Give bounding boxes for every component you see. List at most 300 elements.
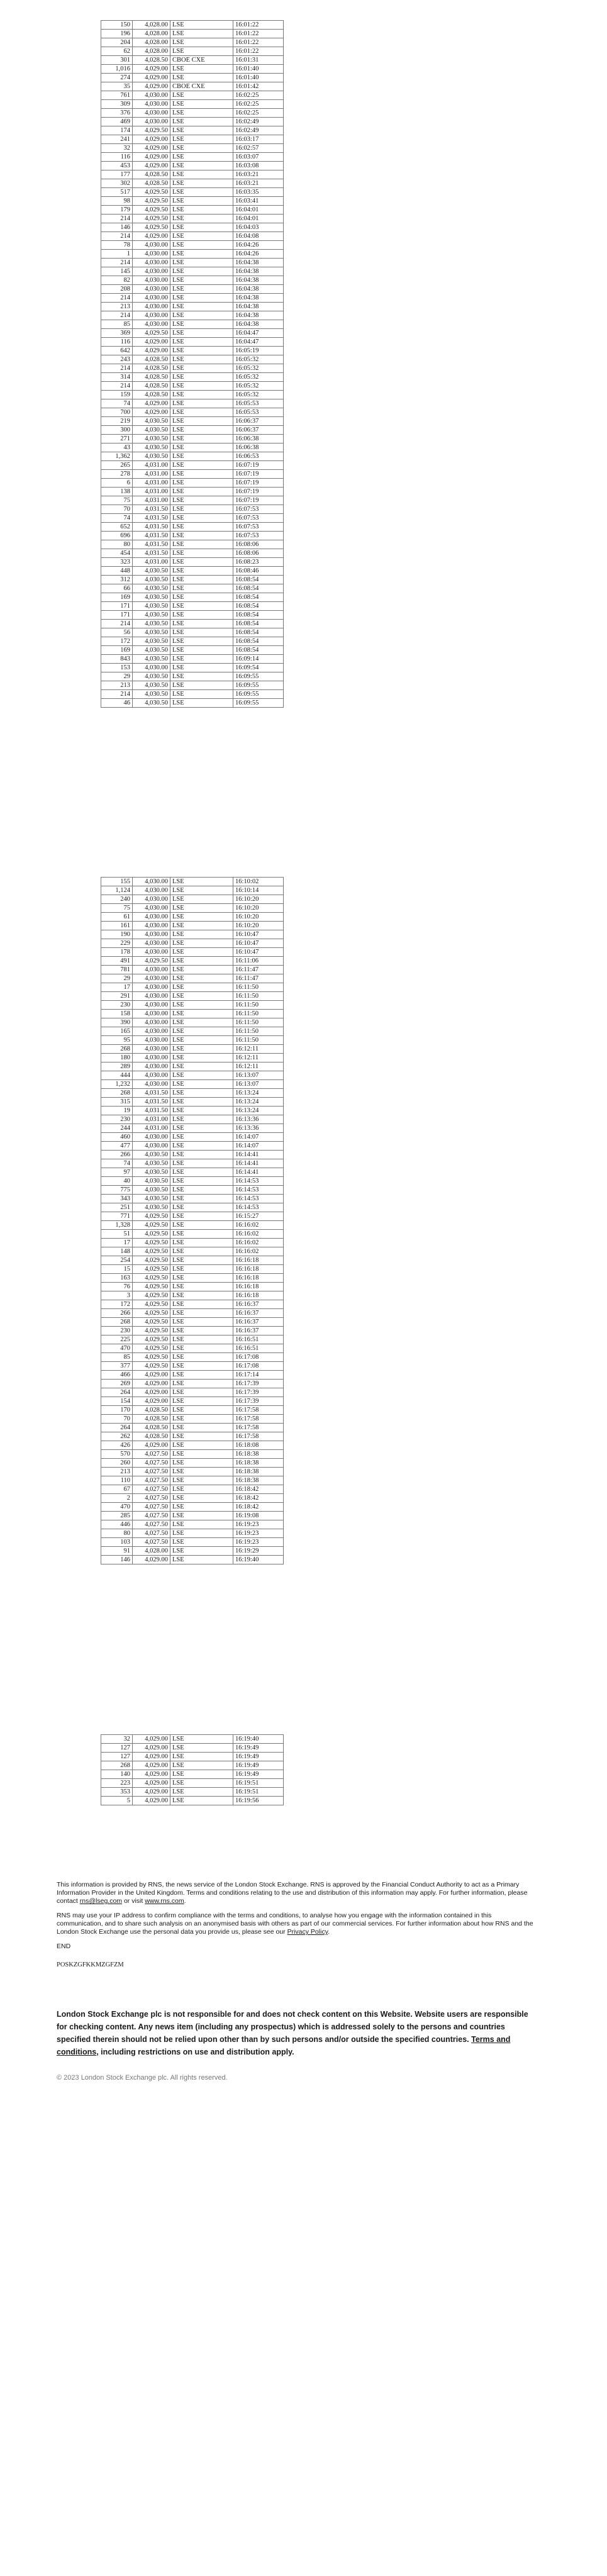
trade-row	[101, 1247, 284, 1256]
trade-price: 4,030.00	[133, 303, 170, 311]
trade-time: 16:12:11	[233, 1054, 284, 1062]
trade-time: 16:05:32	[233, 364, 284, 373]
trade-price: 4,028.00	[133, 30, 170, 38]
trade-row	[101, 1476, 284, 1485]
trade-venue: LSE	[170, 285, 233, 294]
trade-price: 4,030.50	[133, 426, 170, 435]
trade-volume: 251	[101, 1203, 133, 1212]
trade-row	[101, 1788, 284, 1797]
trade-venue: LSE	[170, 593, 233, 602]
trade-time: 16:11:50	[233, 992, 284, 1001]
trade-volume: 214	[101, 294, 133, 303]
trade-price: 4,030.00	[133, 1001, 170, 1010]
trade-volume: 171	[101, 602, 133, 611]
trade-venue: LSE	[170, 1212, 233, 1221]
trade-volume: 6	[101, 479, 133, 488]
trade-row	[101, 1212, 284, 1221]
trade-volume: 291	[101, 992, 133, 1001]
privacy-policy-link[interactable]: Privacy Policy	[287, 1928, 328, 1936]
trade-time: 16:04:26	[233, 241, 284, 250]
trade-venue: LSE	[170, 523, 233, 532]
trade-row	[101, 540, 284, 549]
trade-row	[101, 1335, 284, 1344]
trade-price: 4,030.50	[133, 1177, 170, 1186]
trade-volume: 323	[101, 558, 133, 567]
trade-row	[101, 1151, 284, 1159]
trade-time: 16:03:41	[233, 197, 284, 206]
trade-volume: 67	[101, 1485, 133, 1494]
trade-price: 4,030.00	[133, 1018, 170, 1027]
trade-venue: LSE	[170, 267, 233, 276]
trade-price: 4,027.50	[133, 1529, 170, 1538]
trade-time: 16:19:29	[233, 1547, 284, 1556]
trade-time: 16:16:37	[233, 1309, 284, 1318]
trade-time: 16:06:38	[233, 435, 284, 443]
trade-venue: LSE	[170, 699, 233, 708]
trade-price: 4,030.50	[133, 443, 170, 452]
trade-price: 4,030.00	[133, 974, 170, 983]
trade-row	[101, 1753, 284, 1761]
trade-venue: LSE	[170, 672, 233, 681]
trade-row	[101, 1520, 284, 1529]
trade-row	[101, 118, 284, 126]
trade-row	[101, 1770, 284, 1779]
trade-time: 16:10:14	[233, 886, 284, 895]
trade-volume: 1,362	[101, 452, 133, 461]
trade-price: 4,028.00	[133, 47, 170, 56]
trade-volume: 169	[101, 646, 133, 655]
trade-time: 16:04:01	[233, 215, 284, 223]
trade-time: 16:05:32	[233, 355, 284, 364]
trade-volume: 214	[101, 311, 133, 320]
trade-time: 16:03:21	[233, 170, 284, 179]
trade-row	[101, 1300, 284, 1309]
trade-time: 16:14:41	[233, 1151, 284, 1159]
trade-time: 16:09:54	[233, 664, 284, 672]
trade-time: 16:02:25	[233, 100, 284, 109]
trade-row	[101, 637, 284, 646]
trade-time: 16:04:47	[233, 329, 284, 338]
trade-row	[101, 496, 284, 505]
trade-row	[101, 655, 284, 664]
trade-volume: 453	[101, 162, 133, 170]
trade-volume: 85	[101, 320, 133, 329]
trade-time: 16:01:40	[233, 74, 284, 82]
trade-venue: LSE	[170, 1503, 233, 1512]
trade-price: 4,028.50	[133, 364, 170, 373]
trade-row	[101, 1362, 284, 1371]
trade-volume: 29	[101, 672, 133, 681]
trade-price: 4,030.50	[133, 593, 170, 602]
trade-price: 4,030.50	[133, 417, 170, 426]
trade-price: 4,030.50	[133, 1195, 170, 1203]
trade-venue: CBOE CXE	[170, 56, 233, 65]
trade-venue: LSE	[170, 479, 233, 488]
trade-price: 4,029.50	[133, 1344, 170, 1353]
trade-volume: 448	[101, 567, 133, 576]
trade-venue: CBOE CXE	[170, 82, 233, 91]
trade-venue: LSE	[170, 399, 233, 408]
trade-venue: LSE	[170, 948, 233, 957]
trade-time: 16:13:24	[233, 1098, 284, 1107]
trade-time: 16:11:50	[233, 1010, 284, 1018]
trade-time: 16:09:55	[233, 681, 284, 690]
trade-time: 16:18:38	[233, 1459, 284, 1468]
trade-time: 16:11:06	[233, 957, 284, 966]
trade-volume: 289	[101, 1062, 133, 1071]
trade-row	[101, 232, 284, 241]
trade-venue: LSE	[170, 188, 233, 197]
trade-row	[101, 1485, 284, 1494]
trade-venue: LSE	[170, 983, 233, 992]
trade-volume: 29	[101, 974, 133, 983]
trade-venue: LSE	[170, 1441, 233, 1450]
trade-volume: 56	[101, 628, 133, 637]
trade-time: 16:01:22	[233, 30, 284, 38]
trade-volume: 82	[101, 276, 133, 285]
trade-price: 4,031.50	[133, 532, 170, 540]
trade-row	[101, 1054, 284, 1062]
trade-venue: LSE	[170, 1045, 233, 1054]
trade-volume: 460	[101, 1133, 133, 1142]
trade-time: 16:08:54	[233, 628, 284, 637]
trade-venue: LSE	[170, 602, 233, 611]
trade-time: 16:18:42	[233, 1485, 284, 1494]
trade-venue: LSE	[170, 611, 233, 620]
trade-price: 4,029.50	[133, 329, 170, 338]
trade-time: 16:01:22	[233, 47, 284, 56]
trade-volume: 241	[101, 135, 133, 144]
trade-time: 16:12:11	[233, 1062, 284, 1071]
trade-volume: 214	[101, 690, 133, 699]
trade-row	[101, 197, 284, 206]
trade-time: 16:17:58	[233, 1406, 284, 1415]
trade-time: 16:09:14	[233, 655, 284, 664]
trade-price: 4,028.00	[133, 21, 170, 30]
trade-venue: LSE	[170, 922, 233, 930]
trade-volume: 46	[101, 699, 133, 708]
trade-row	[101, 1309, 284, 1318]
trade-time: 16:17:08	[233, 1362, 284, 1371]
trade-row	[101, 1371, 284, 1380]
rns-notice	[57, 1881, 535, 1957]
trade-time: 16:08:54	[233, 584, 284, 593]
trade-time: 16:11:50	[233, 1027, 284, 1036]
trade-volume: 312	[101, 576, 133, 584]
trade-venue: LSE	[170, 232, 233, 241]
trade-price: 4,029.00	[133, 338, 170, 347]
trade-row	[101, 135, 284, 144]
trade-row	[101, 1159, 284, 1168]
trade-price: 4,031.50	[133, 1089, 170, 1098]
trade-venue: LSE	[170, 992, 233, 1001]
trade-row	[101, 1062, 284, 1071]
trade-time: 16:10:47	[233, 930, 284, 939]
trade-row	[101, 1797, 284, 1805]
trade-volume: 40	[101, 1177, 133, 1186]
trade-volume: 70	[101, 505, 133, 514]
trade-volume: 138	[101, 488, 133, 496]
trade-row	[101, 1168, 284, 1177]
trade-venue: LSE	[170, 461, 233, 470]
trade-row	[101, 276, 284, 285]
trades-table-1	[101, 20, 284, 708]
trade-price: 4,030.50	[133, 672, 170, 681]
trade-time: 16:10:47	[233, 948, 284, 957]
trade-volume: 80	[101, 1529, 133, 1538]
trade-row	[101, 1291, 284, 1300]
trade-row	[101, 1256, 284, 1265]
trade-volume: 278	[101, 470, 133, 479]
trade-volume: 165	[101, 1027, 133, 1036]
trade-venue: LSE	[170, 549, 233, 558]
trade-venue: LSE	[170, 1291, 233, 1300]
trade-venue: LSE	[170, 1159, 233, 1168]
trade-venue: LSE	[170, 1186, 233, 1195]
trade-price: 4,030.00	[133, 948, 170, 957]
trade-venue: LSE	[170, 443, 233, 452]
trade-row	[101, 215, 284, 223]
trade-time: 16:16:18	[233, 1265, 284, 1274]
trade-row	[101, 364, 284, 373]
trade-volume: 390	[101, 1018, 133, 1027]
trade-venue: LSE	[170, 576, 233, 584]
trade-volume: 204	[101, 38, 133, 47]
trade-price: 4,029.00	[133, 1380, 170, 1388]
trade-row	[101, 1459, 284, 1468]
trade-venue: LSE	[170, 966, 233, 974]
trade-venue: LSE	[170, 1018, 233, 1027]
trade-volume: 477	[101, 1142, 133, 1151]
trade-venue: LSE	[170, 681, 233, 690]
trade-row	[101, 38, 284, 47]
trade-price: 4,029.00	[133, 1788, 170, 1797]
trade-row	[101, 1556, 284, 1564]
trade-volume: 127	[101, 1753, 133, 1761]
trade-time: 16:18:38	[233, 1476, 284, 1485]
trade-time: 16:13:07	[233, 1080, 284, 1089]
trade-price: 4,031.00	[133, 1115, 170, 1124]
trade-row	[101, 567, 284, 576]
trade-row	[101, 966, 284, 974]
trade-price: 4,029.00	[133, 162, 170, 170]
trade-volume: 446	[101, 1520, 133, 1529]
trade-price: 4,027.50	[133, 1503, 170, 1512]
trade-price: 4,030.00	[133, 241, 170, 250]
trade-price: 4,027.50	[133, 1538, 170, 1547]
trade-price: 4,029.50	[133, 1256, 170, 1265]
trade-time: 16:18:42	[233, 1494, 284, 1503]
trade-volume: 127	[101, 1744, 133, 1753]
trade-price: 4,030.00	[133, 91, 170, 100]
trade-volume: 171	[101, 611, 133, 620]
trade-time: 16:13:07	[233, 1071, 284, 1080]
trade-venue: LSE	[170, 1735, 233, 1744]
trade-row	[101, 470, 284, 479]
trade-time: 16:06:37	[233, 417, 284, 426]
trade-venue: LSE	[170, 1300, 233, 1309]
trade-venue: LSE	[170, 215, 233, 223]
trade-row	[101, 1441, 284, 1450]
trade-row	[101, 1432, 284, 1441]
trade-time: 16:04:38	[233, 259, 284, 267]
trade-price: 4,029.50	[133, 1212, 170, 1221]
trade-row	[101, 974, 284, 983]
trade-time: 16:14:53	[233, 1203, 284, 1212]
trade-time: 16:09:55	[233, 699, 284, 708]
trade-venue: LSE	[170, 311, 233, 320]
trade-volume: 17	[101, 1239, 133, 1247]
trade-venue: LSE	[170, 65, 233, 74]
trade-price: 4,027.50	[133, 1494, 170, 1503]
trade-venue: LSE	[170, 1529, 233, 1538]
trade-price: 4,029.50	[133, 1291, 170, 1300]
trade-row	[101, 294, 284, 303]
trade-price: 4,030.00	[133, 285, 170, 294]
trade-volume: 32	[101, 144, 133, 153]
trade-price: 4,030.00	[133, 118, 170, 126]
trade-time: 16:17:58	[233, 1432, 284, 1441]
trade-time: 16:11:47	[233, 966, 284, 974]
trade-time: 16:11:50	[233, 1001, 284, 1010]
trade-venue: LSE	[170, 1230, 233, 1239]
terms-conditions-link[interactable]: Terms and conditions	[57, 2035, 511, 2056]
trade-row	[101, 681, 284, 690]
trade-time: 16:19:56	[233, 1797, 284, 1805]
trade-price: 4,030.00	[133, 664, 170, 672]
trade-row	[101, 1406, 284, 1415]
trade-volume: 1,328	[101, 1221, 133, 1230]
trade-price: 4,029.50	[133, 1221, 170, 1230]
trade-time: 16:19:49	[233, 1761, 284, 1770]
trade-venue: LSE	[170, 690, 233, 699]
trade-venue: LSE	[170, 109, 233, 118]
trade-venue: LSE	[170, 878, 233, 886]
trade-volume: 652	[101, 523, 133, 532]
trade-time: 16:16:37	[233, 1318, 284, 1327]
rns-website-link[interactable]: www.rns.com	[145, 1897, 184, 1905]
trade-volume: 300	[101, 426, 133, 435]
trade-row	[101, 126, 284, 135]
trade-venue: LSE	[170, 276, 233, 285]
trade-time: 16:04:01	[233, 206, 284, 215]
trade-row	[101, 1353, 284, 1362]
trade-venue: LSE	[170, 1432, 233, 1441]
trade-time: 16:16:18	[233, 1291, 284, 1300]
trade-row	[101, 948, 284, 957]
trade-venue: LSE	[170, 1107, 233, 1115]
trade-price: 4,030.00	[133, 992, 170, 1001]
trade-volume: 19	[101, 1107, 133, 1115]
trade-time: 16:04:03	[233, 223, 284, 232]
trade-volume: 466	[101, 1371, 133, 1380]
trade-row	[101, 672, 284, 681]
trade-volume: 159	[101, 391, 133, 399]
trade-price: 4,031.00	[133, 479, 170, 488]
trade-volume: 178	[101, 948, 133, 957]
trade-price: 4,028.50	[133, 170, 170, 179]
trade-volume: 3	[101, 1291, 133, 1300]
trade-venue: LSE	[170, 637, 233, 646]
trade-price: 4,030.00	[133, 922, 170, 930]
trade-price: 4,029.50	[133, 1318, 170, 1327]
trade-time: 16:19:23	[233, 1529, 284, 1538]
trade-volume: 781	[101, 966, 133, 974]
trade-venue: LSE	[170, 408, 233, 417]
trade-volume: 266	[101, 1309, 133, 1318]
trade-volume: 74	[101, 1159, 133, 1168]
trade-price: 4,030.50	[133, 637, 170, 646]
trade-venue: LSE	[170, 1195, 233, 1203]
trade-price: 4,027.50	[133, 1520, 170, 1529]
trade-row	[101, 1177, 284, 1186]
trade-volume: 61	[101, 913, 133, 922]
trade-venue: LSE	[170, 1054, 233, 1062]
trade-venue: LSE	[170, 1744, 233, 1753]
trade-venue: LSE	[170, 320, 233, 329]
trade-price: 4,029.00	[133, 1397, 170, 1406]
trade-row	[101, 690, 284, 699]
trade-volume: 268	[101, 1318, 133, 1327]
trade-time: 16:07:53	[233, 505, 284, 514]
trade-price: 4,031.50	[133, 505, 170, 514]
contact-email-link[interactable]: rns@lseg.com	[79, 1897, 123, 1905]
trade-venue: LSE	[170, 620, 233, 628]
trade-row	[101, 461, 284, 470]
trade-price: 4,028.50	[133, 56, 170, 65]
trade-row	[101, 992, 284, 1001]
trade-time: 16:08:23	[233, 558, 284, 567]
trade-time: 16:04:38	[233, 311, 284, 320]
trade-venue: LSE	[170, 540, 233, 549]
trade-venue: LSE	[170, 364, 233, 373]
trade-venue: LSE	[170, 886, 233, 895]
trade-volume: 172	[101, 1300, 133, 1309]
trade-time: 16:07:19	[233, 488, 284, 496]
trade-volume: 145	[101, 267, 133, 276]
trade-volume: 32	[101, 1735, 133, 1744]
trade-price: 4,029.00	[133, 1797, 170, 1805]
trade-price: 4,029.50	[133, 957, 170, 966]
trade-row	[101, 74, 284, 82]
trade-venue: LSE	[170, 1265, 233, 1274]
trade-time: 16:07:53	[233, 532, 284, 540]
trade-venue: LSE	[170, 1344, 233, 1353]
trade-price: 4,029.00	[133, 347, 170, 355]
trade-volume: 230	[101, 1001, 133, 1010]
trade-volume: 5	[101, 1797, 133, 1805]
trade-venue: LSE	[170, 1071, 233, 1080]
trade-row	[101, 628, 284, 637]
trade-venue: LSE	[170, 1309, 233, 1318]
trade-venue: LSE	[170, 488, 233, 496]
trade-time: 16:05:19	[233, 347, 284, 355]
trade-time: 16:05:32	[233, 382, 284, 391]
trade-volume: 369	[101, 329, 133, 338]
trade-row	[101, 983, 284, 992]
trade-time: 16:13:36	[233, 1115, 284, 1124]
rns-notice-paragraph: This information is provided by RNS, the news service of the London Stock Exchange. RNS is approved by the Financial Conduct Authority to act as a Primary Information Provider in the United Kingdom. Terms and conditions relating to the use and distribution of this information may apply. For further information, please contact rns@lseg.com or visit www.rns.com.	[57, 1881, 528, 1905]
trade-volume: 146	[101, 1556, 133, 1564]
trade-volume: 146	[101, 223, 133, 232]
trade-time: 16:06:38	[233, 443, 284, 452]
trade-price: 4,030.00	[133, 939, 170, 948]
trade-price: 4,029.00	[133, 408, 170, 417]
trade-venue: LSE	[170, 496, 233, 505]
trade-time: 16:10:20	[233, 904, 284, 913]
trade-row	[101, 1761, 284, 1770]
trade-venue: LSE	[170, 21, 233, 30]
